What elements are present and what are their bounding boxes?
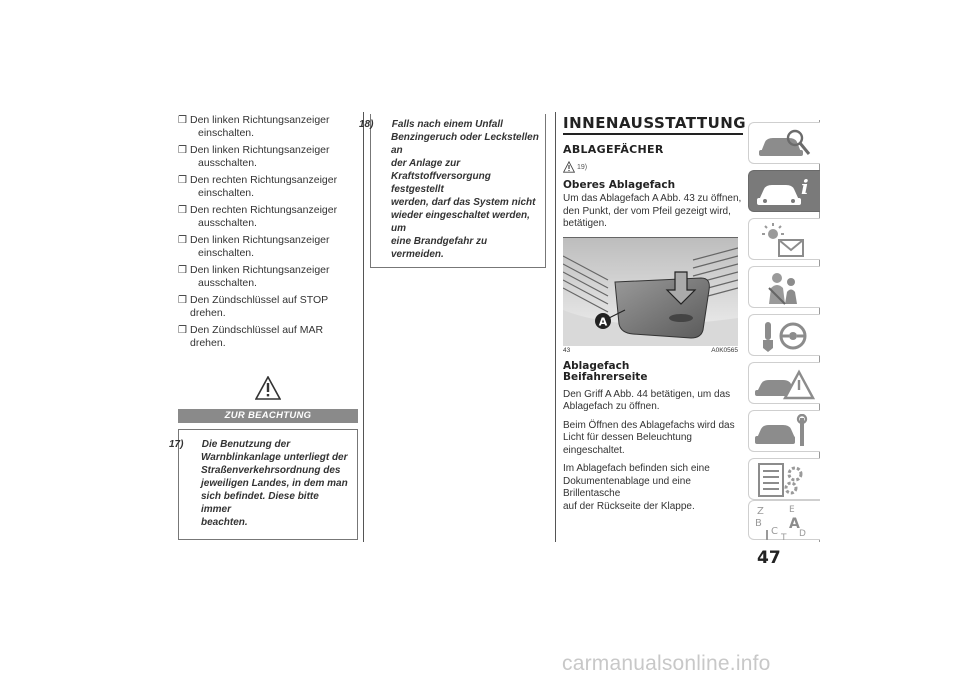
warning-note: 17) Die Benutzung der Warnblinkanlage unterliegt der Straßenverkehrsordnung des jeweiligen Landes, in dem man sich befindet. Diese bitte immer beachten. [169,439,348,528]
list-item: ❒ Den linken Richtungsanzeiger einschalten. [178,234,330,259]
tab-safety[interactable] [748,266,820,308]
reference-row [563,160,743,174]
warning-note-box [169,429,358,540]
svg-text:C: C [771,526,778,537]
svg-text:T: T [781,533,787,540]
list-item: ❒ Den Zündschlüssel auf STOP drehen. [178,294,328,319]
tab-maintenance[interactable] [748,410,820,452]
heading-oberes-ablagefach: Oberes Ablagefach [563,179,676,191]
svg-text:D: D [799,529,806,539]
tab-knowing-car[interactable] [748,122,820,164]
paragraph-1: Den Griff A Abb. 44 betätigen, um das Ablagefach zu öffnen. [563,388,731,412]
tab-technical-data[interactable] [748,458,820,500]
column-right [563,114,747,519]
figure-caption [563,347,738,354]
page-number: 47 [757,548,781,568]
checkbox-bullet-icon: ❒ [178,145,187,156]
step-list [178,114,358,350]
figure-label-a: A [598,315,608,328]
fire-hazard-note: 18) Falls nach einem Unfall Benzingeruch oder Leckstellen an der Anlage zur Kraftstoffversorgung festgestellt werden, darf das System nicht wieder eingeschaltet werden, um eine Brandgefahr zu vermeiden. [359,119,539,260]
warning-icon-wrap [178,376,358,405]
section-title: INNENAUSSTATTUNG [563,114,743,135]
svg-text:B: B [755,518,762,529]
checkbox-bullet-icon: ❒ [178,265,187,276]
checkbox-bullet-icon: ❒ [178,295,187,306]
column-left [169,114,358,540]
list-gear-icon [755,462,815,498]
sub-title: ABLAGEFÄCHER [563,143,664,156]
checkbox-bullet-icon: ❒ [178,205,187,216]
list-item: ❒ Den linken Richtungsanzeiger ausschalten. [178,264,330,289]
glovebox-illustration [563,238,738,346]
checkbox-bullet-icon: ❒ [178,115,187,126]
alphabet-index-icon [755,504,815,540]
paragraph-3: Im Ablagefach befinden sich eine Dokumentenablage und eine Brillentasche auf der Rückseite der Klappe. [563,463,710,512]
car-warning-icon [755,366,815,402]
checkbox-bullet-icon: ❒ [178,325,187,336]
figure-code: A0K0565 [711,346,738,354]
svg-text:i: i [801,175,809,199]
figure-number: 43 [563,346,571,354]
svg-text:Z: Z [757,506,764,517]
warning-title: ZUR BEACHTUNG [178,409,358,423]
warning-triangle-small-icon [563,161,575,173]
svg-text:E: E [789,505,795,515]
column-middle [359,114,546,268]
list-item: ❒ Den linken Richtungsanzeiger einschalten. [178,114,330,139]
tab-lights-messages[interactable] [748,218,820,260]
paragraph-oberes: Um das Ablagefach A Abb. 43 zu öffnen, den Punkt, der vom Pfeil gezeigt wird, betätigen. [563,193,742,229]
light-envelope-icon [755,222,815,258]
car-magnifier-icon [755,126,815,162]
list-item: ❒ Den linken Richtungsanzeiger ausschalten. [178,144,330,169]
checkbox-bullet-icon: ❒ [178,175,187,186]
column-divider-1 [363,112,364,542]
car-tools-icon [755,414,815,450]
tab-emergency[interactable] [748,362,820,404]
list-item: ❒ Den rechten Richtungsanzeiger ausschalten. [178,204,338,229]
tab-index[interactable] [748,500,820,540]
heading-beifahrerseite: Ablagefach Beifahrerseite [563,359,648,383]
note-box [359,114,546,268]
svg-text:A: A [789,516,800,532]
list-item: ❒ Den Zündschlüssel auf MAR drehen. [178,324,324,349]
watermark: carmanualsonline.info [562,652,771,675]
reference-number: 19) [577,163,588,171]
figure-43 [563,237,738,346]
people-seatbelt-icon [755,270,815,306]
paragraph-2: Beim Öffnen des Ablagefachs wird das Licht für dessen Beleuchtung eingeschaltet. [563,419,735,456]
warning-triangle-icon [255,376,281,400]
tab-car-info[interactable] [748,170,820,212]
key-steering-wheel-icon [755,318,815,354]
column-divider-2 [555,112,556,542]
tab-starting-driving[interactable] [748,314,820,356]
car-info-icon [755,174,815,210]
list-item: ❒ Den rechten Richtungsanzeiger einschalten. [178,174,338,199]
checkbox-bullet-icon: ❒ [178,235,187,246]
